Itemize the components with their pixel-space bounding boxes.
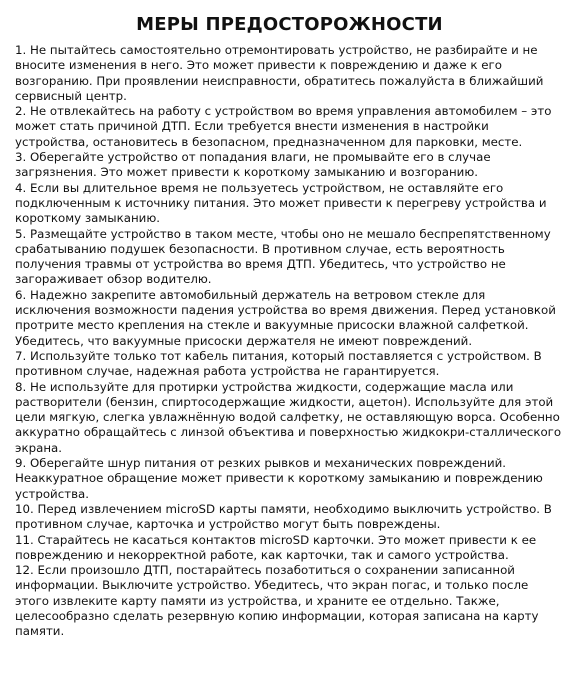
list-item: 2. Не отвлекайтесь на работу с устройством во время управления автомобилем – это может стать причиной ДТП. Если требуется внести изменения в настройки устройства, остановитесь в безопасном, предназначенном для парковки, месте. [15,104,552,149]
list-item: 5. Размещайте устройство в таком месте, чтобы оно не мешало беспрепятственному срабатыванию подушек безопасности. В противном случае, есть вероятность получения травмы от устройства во время ДТП. Убедитесь, что устройство не загораживает обзор водителю. [15,226,551,287]
list-item: 8. Не используйте для протирки устройства жидкости, содержащие масла или растворители (бензин, спиртосодержащие жидкости, ацетон). Используйте для этой цели мягкую, слегка увлажнённую водой салфетку, не оставляющую ворса. Особенно аккуратно обращайтесь с линзой объектива и поверхностью жидкокри-сталлического экрана. [15,379,562,455]
page-title: МЕРЫ ПРЕДОСТОРОЖНОСТИ [136,14,443,35]
precautions-list [15,43,564,640]
list-item: 12. Если произошло ДТП, постарайтесь позаботиться о сохранении записанной информации. Выключите устройство. Убедитесь, что экран погас, и только после этого извлеките карту памяти из устройства, и храните ее отдельно. Также, целесообразно сделать резервную копию информации, которая записана на карту памяти. [15,563,539,639]
list-item: 1. Не пытайтесь самостоятельно отремонтировать устройство, не разбирайте и не вносите изменения в него. Это может привести к повреждению и даже к его возгоранию. При проявлении неисправности, обратитесь пожалуйста в ближайший сервисный центр. [15,43,544,103]
list-item: 7. Используйте только тот кабель питания, который поставляется с устройством. В противном случае, надежная работа устройства не гарантируется. [15,348,542,379]
list-item: 6. Надежно закрепите автомобильный держатель на ветровом стекле для исключения возможности падения устройства во время движения. Перед установкой протрите место крепления на стекле и вакуумные присоски влажной салфеткой. Убедитесь, что вакуумные присоски держателя не имеют повреждений. [15,287,556,348]
list-item: 11. Старайтесь не касаться контактов microSD карточки. Это может привести к ее повреждению и некорректной работе, как карточки, так и самого устройства. [15,532,537,562]
list-item: 10. Перед извлечением microSD карты памяти, необходимо выключить устройство. В противном случае, карточка и устройство могут быть повреждены. [15,501,552,532]
list-item: 4. Если вы длительное время не пользуетесь устройством, не оставляйте его подключенным к источнику питания. Это может привести к перегреву устройства и короткому замыканию. [15,180,547,226]
list-item: 9. Оберегайте шнур питания от резких рывков и механических повреждений. Неаккуратное обращение может привести к короткому замыканию и повреждению устройства. [15,456,543,501]
list-item: 3. Оберегайте устройство от попадания влаги, не промывайте его в случае загрязнения. Это может привести к короткому замыканию и возгоранию. [15,150,491,180]
